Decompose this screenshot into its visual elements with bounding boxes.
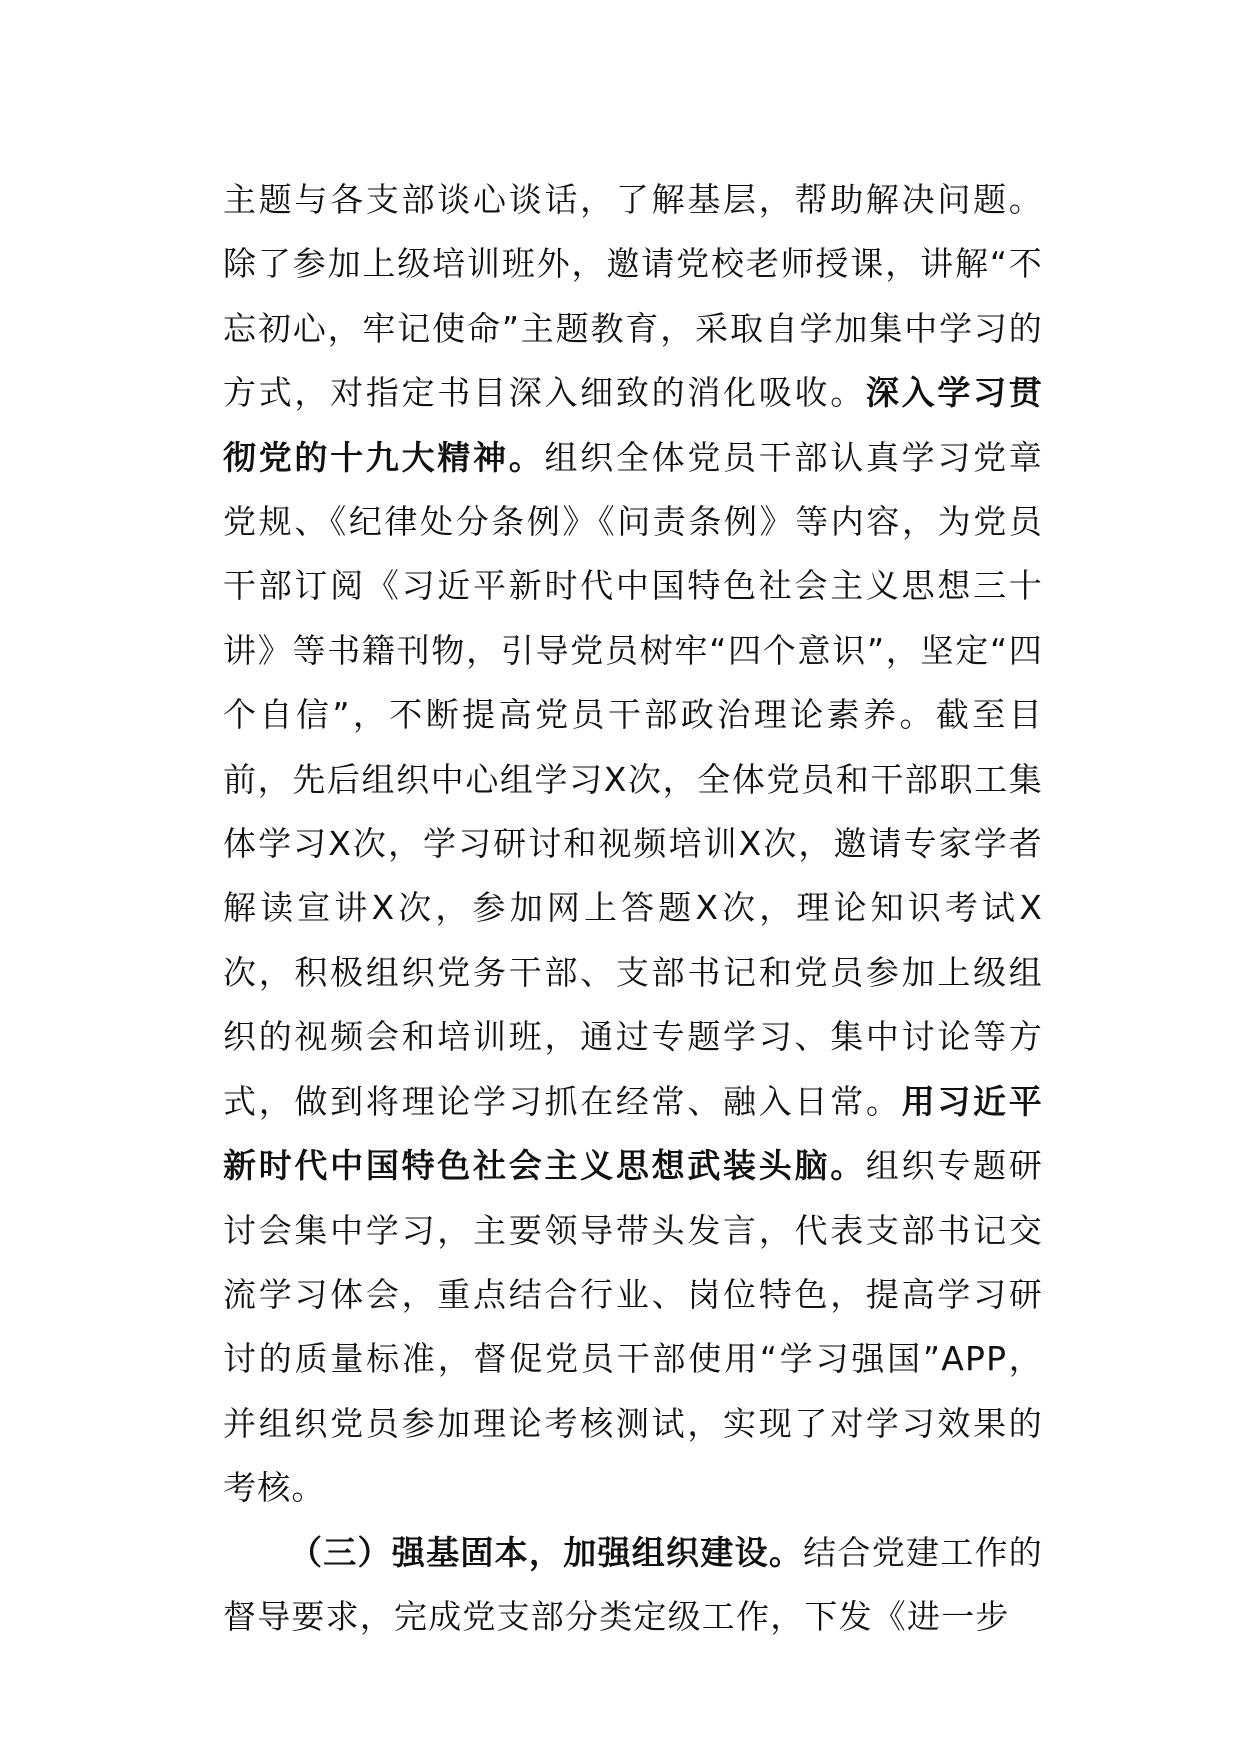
text-run: 结合党建工作的督导要求，完成党支部分类定级工作，下发《进一步: [223, 1532, 1043, 1636]
document-body: [223, 168, 1043, 1649]
body-paragraph-2: [223, 1521, 1043, 1650]
text-run: 组织全体党员干部认真学习党章党规、《纪律处分条例》《问责条例》等内容，为党员干部订阅《习近平新时代中国特色社会主义思想三十讲》等书籍刊物，引导党员树牢“四个意识”，坚定“四个自信”，不断提高党员干部政治理论素养。截至目前，先后组织中心组学习X次，全体党员和干部职工集体学习X次，学习研讨和视频培训X次，邀请专家学者解读宣讲X次，参加网上答题X次，理论知识考试X次，积极组织党务干部、支部书记和党员参加上级组织的视频会和培训班，通过专题学习、集中讨论等方式，做到将理论学习抓在经常、融入日常。: [223, 437, 1043, 1121]
body-paragraph-1: [223, 168, 1043, 1521]
text-run: 主题与各支部谈心谈话，了解基层，帮助解决问题。除了参加上级培训班外，邀请党校老师授课，讲解“不忘初心，牢记使命”主题教育，采取自学加集中学习的方式，对指定书目深入细致的消化吸收。: [223, 180, 1043, 413]
bold-heading-xi-thought: 用习近平新时代中国特色社会主义思想武装头脑。: [223, 1081, 1043, 1186]
text-run: 组织专题研讨会集中学习，主要领导带头发言，代表支部书记交流学习体会，重点结合行业、岗位特色，提高学习研讨的质量标准，督促党员干部使用“学习强国”APP，并组织党员参加理论考核测试，实现了对学习效果的考核。: [223, 1146, 1043, 1508]
bold-heading-study-19th-congress: 深入学习贯彻党的十九大精神。: [223, 373, 1043, 477]
section-heading-3: （三）强基固本，加强组织建设。: [289, 1532, 804, 1572]
